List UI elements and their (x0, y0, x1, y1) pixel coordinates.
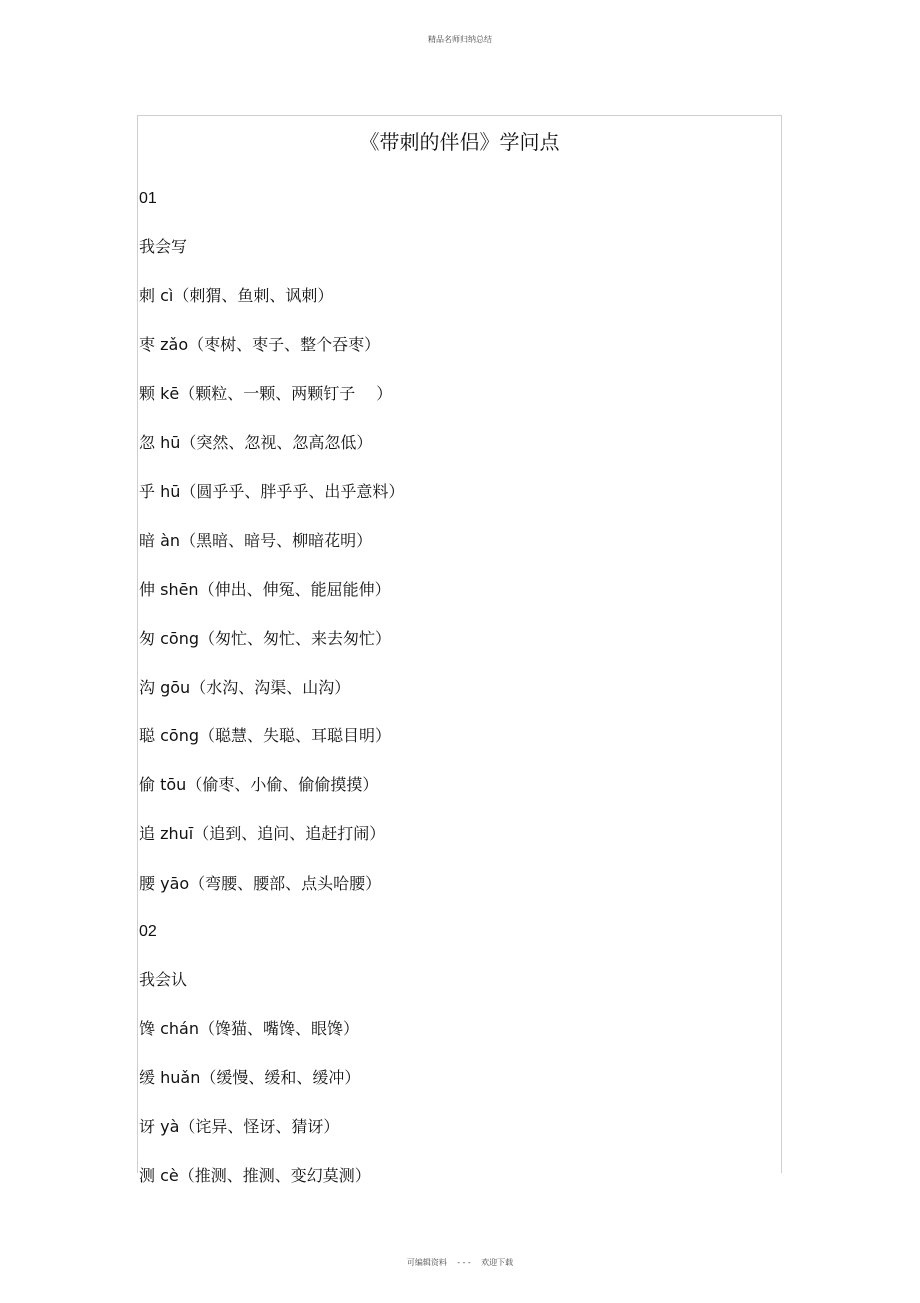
vocab-char: 沟 (139, 678, 156, 697)
vocab-pinyin: zhuī (160, 824, 194, 843)
vocab-words: （黑暗、暗号、柳暗花明） (180, 531, 373, 550)
vocab-words: （聪慧、失聪、耳聪目明） (199, 726, 392, 745)
vocab-pinyin: gōu (160, 678, 191, 697)
vocab-char: 刺 (139, 286, 156, 305)
vocab-words: （弯腰、腰部、点头哈腰） (189, 874, 382, 893)
vocab-pinyin: zǎo (160, 335, 189, 354)
vocab-pinyin: cōng (160, 629, 199, 648)
vocab-item (139, 481, 404, 503)
vocab-words: （馋猫、嘴馋、眼馋） (199, 1019, 360, 1038)
vocab-char: 讶 (139, 1117, 156, 1136)
vocab-char: 测 (139, 1166, 156, 1185)
vocab-char: 腰 (139, 874, 156, 893)
vocab-item (139, 579, 391, 601)
vocab-pinyin: chán (160, 1019, 199, 1038)
vocab-char: 缓 (139, 1068, 156, 1087)
frame-left-border (137, 115, 138, 1173)
vocab-words: （偷枣、小偷、偷偷摸摸） (186, 775, 379, 794)
vocab-char: 偷 (139, 775, 156, 794)
vocab-char: 馋 (139, 1019, 156, 1038)
vocab-words: （圆乎乎、胖乎乎、出乎意料） (180, 482, 405, 501)
document-title: 《带刺的伴侣》学问点 (359, 130, 560, 154)
vocab-item (139, 432, 372, 454)
vocab-char: 颗 (139, 384, 156, 403)
vocab-pinyin: tōu (160, 775, 187, 794)
frame-top-border (137, 115, 782, 116)
vocab-item (139, 873, 381, 895)
vocab-char: 暗 (139, 531, 156, 550)
vocab-pinyin: cōng (160, 726, 199, 745)
vocab-words: （水沟、沟渠、山沟） (190, 678, 351, 697)
vocab-char: 乎 (139, 482, 156, 501)
frame-right-border (781, 115, 782, 1173)
section-heading: 我会写 (139, 237, 188, 256)
vocab-item (139, 1067, 360, 1089)
vocab-words: （诧异、怪讶、猜讶） (179, 1117, 340, 1136)
vocab-words: （颗粒、一颗、两颗钉子 ） (179, 384, 393, 403)
vocab-pinyin: hū (160, 433, 181, 452)
vocab-item (139, 774, 378, 796)
vocab-char: 伸 (139, 580, 156, 599)
vocab-words: （伸出、伸冤、能屈能伸） (198, 580, 391, 599)
vocab-item (139, 725, 391, 747)
vocab-char: 追 (139, 824, 156, 843)
vocab-pinyin: hū (160, 482, 181, 501)
vocab-pinyin: cì (160, 286, 174, 305)
vocab-item (139, 1165, 371, 1187)
section-heading: 我会认 (139, 970, 188, 989)
vocab-pinyin: àn (160, 531, 181, 550)
vocab-words: （追到、追问、追赶打闹） (193, 824, 386, 843)
page-footer: 可编辑资料 - - - 欢迎下载 (406, 1258, 514, 1267)
vocab-item (139, 530, 372, 552)
vocab-words: （枣树、枣子、整个吞枣） (188, 335, 381, 354)
section-number: 02 (139, 923, 157, 940)
vocab-item (139, 383, 392, 405)
section-number: 01 (139, 190, 157, 207)
vocab-item (139, 823, 385, 845)
vocab-item (139, 334, 380, 356)
vocab-item (139, 628, 391, 650)
vocab-char: 忽 (139, 433, 156, 452)
vocab-item (139, 285, 333, 307)
vocab-item (139, 1116, 339, 1138)
vocab-pinyin: huǎn (160, 1068, 201, 1087)
vocab-item (139, 677, 350, 699)
vocab-char: 聪 (139, 726, 156, 745)
vocab-pinyin: kē (160, 384, 180, 403)
vocab-words: （缓慢、缓和、缓冲） (200, 1068, 361, 1087)
vocab-pinyin: cè (160, 1166, 179, 1185)
vocab-pinyin: shēn (160, 580, 199, 599)
vocab-char: 匆 (139, 629, 156, 648)
vocab-pinyin: yà (160, 1117, 180, 1136)
vocab-words: （突然、忽视、忽高忽低） (180, 433, 373, 452)
page-header: 精品名师归纳总结 (428, 35, 492, 44)
vocab-words: （推测、推测、变幻莫测） (178, 1166, 371, 1185)
vocab-words: （匆忙、匆忙、来去匆忙） (199, 629, 392, 648)
vocab-char: 枣 (139, 335, 156, 354)
vocab-item (139, 1018, 359, 1040)
vocab-pinyin: yāo (160, 874, 190, 893)
vocab-words: （刺猬、鱼刺、讽刺） (173, 286, 334, 305)
